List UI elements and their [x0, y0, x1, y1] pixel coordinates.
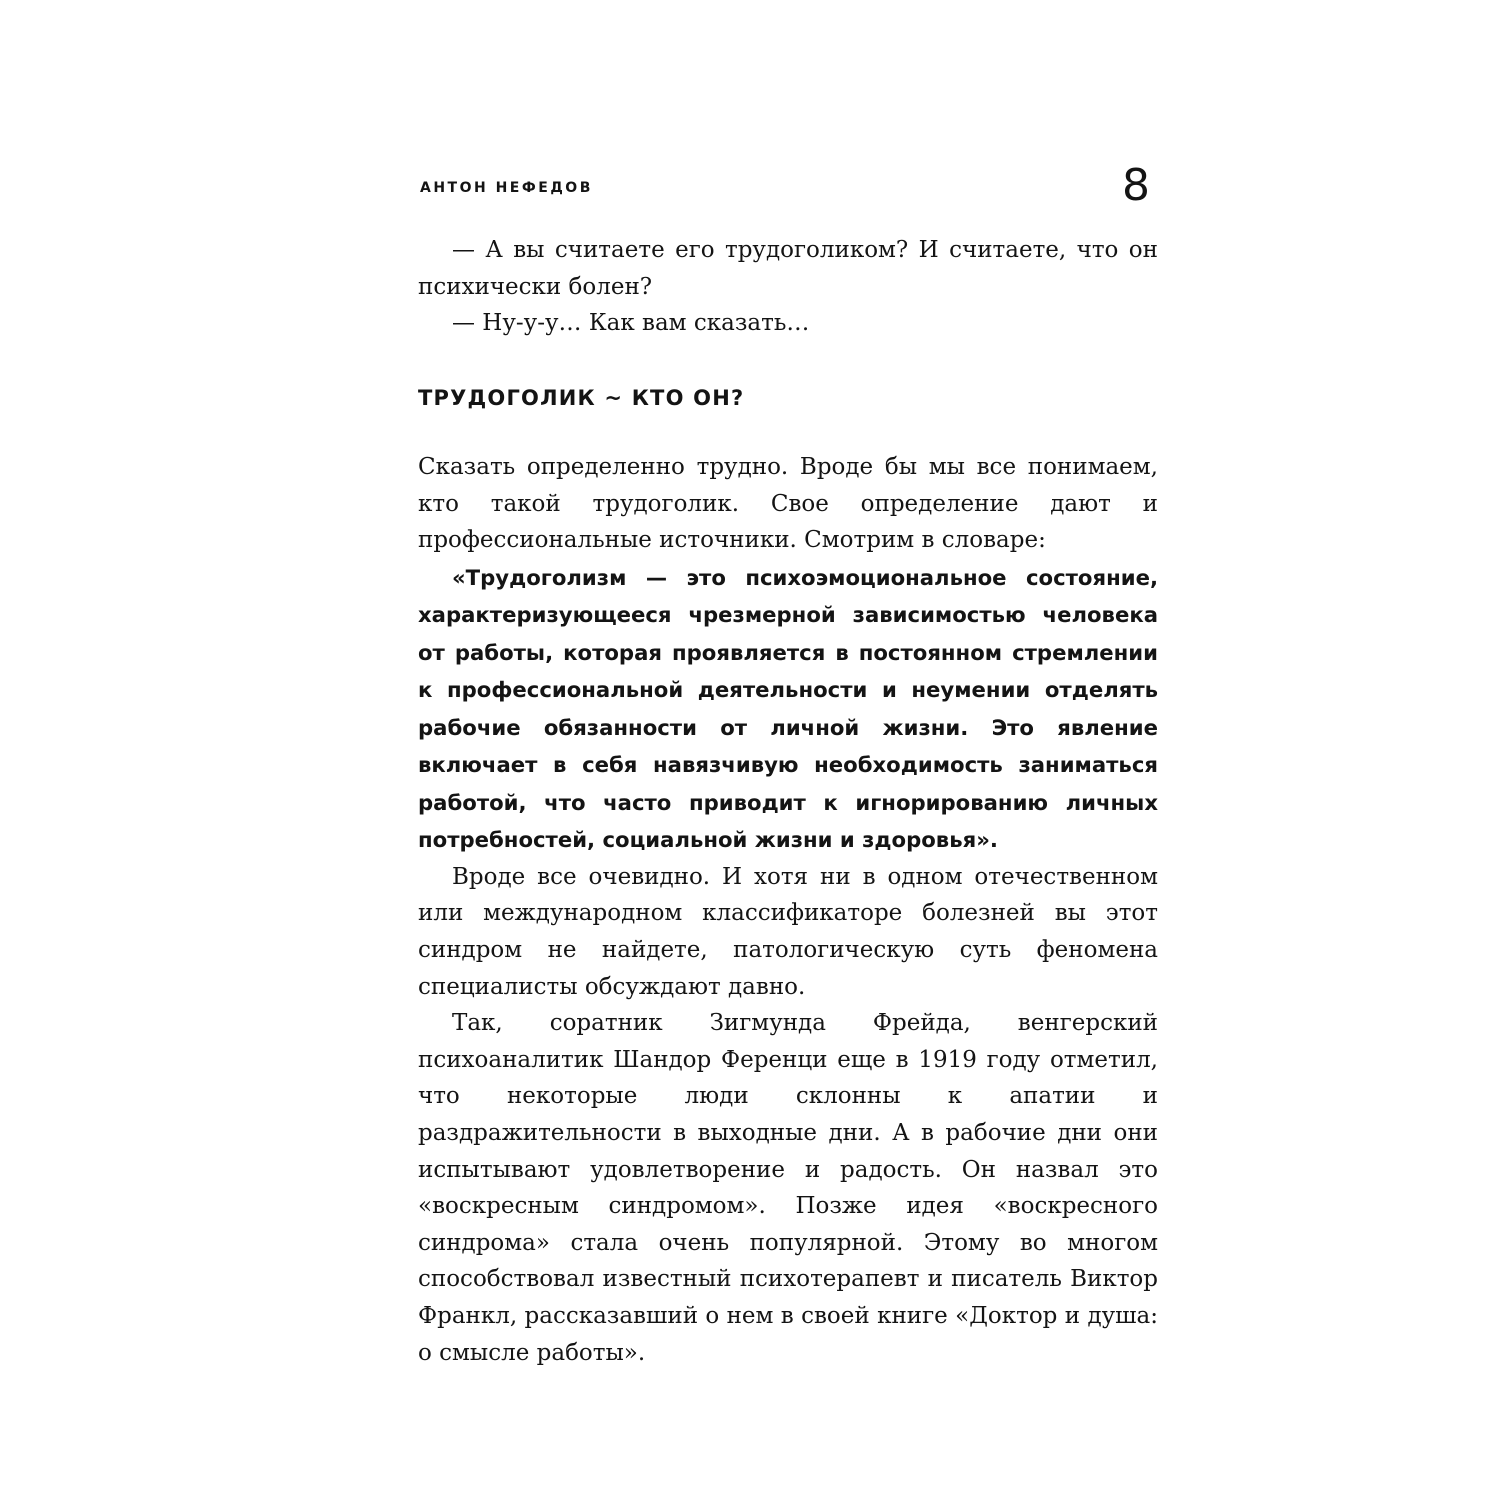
dialog-line-1: — А вы считаете его трудоголиком? И считаете, что он психически болен?: [418, 237, 1158, 300]
paragraph-4: Так, соратник Зигмунда Фрейда, венгерский психоаналитик Шандор Ференци еще в 1919 году отметил, что некоторые люди склонны к апатии и раздражительности в выходные дни. А в рабочие дни они испытывают удовлетворение и радость. Он назвал это «воскресным синдромом». Позже идея «воскресного синдрома» стала очень популярной. Этому во многом способствовал известный психотерапевт и писатель Виктор Франкл, рассказавший о нем в своей книге «Доктор и душа: о смысле работы».: [418, 1010, 1158, 1366]
dialog-line-2: — Ну-у-у… Как вам сказать…: [452, 310, 810, 337]
definition-quote: «Трудоголизм — это психоэмоциональное состояние, характеризующееся чрезмерной зависимостью человека от работы, которая проявляется в постоянном стремлении к профессиональной деятельности и неумении отделять рабочие обязанности от личной жизни. Это явление включает в себя навязчивую необходимость заниматься работой, что часто приводит к игнорированию личных потребностей, социальной жизни и здоровья».: [418, 564, 1158, 853]
author-name: АНТОН НЕФЕДОВ: [420, 180, 593, 196]
intro-paragraph: Сказать определенно трудно. Вроде бы мы все понимаем, кто такой трудоголик. Свое определение дают и профессиональные источники. Смотрим в словаре:: [418, 454, 1158, 554]
section-heading: ТРУДОГОЛИК ~ КТО ОН?: [418, 386, 745, 410]
section-body: [418, 449, 1158, 1371]
dialog-block: [418, 232, 1158, 342]
page-number: 8: [1122, 160, 1150, 211]
running-header: [418, 160, 1158, 220]
book-page: [418, 160, 1158, 1366]
paragraph-3: Вроде все очевидно. И хотя ни в одном отечественном или международном классификаторе болезней вы этот синдром не найдете, патологическую суть феномена специалисты обсуждают давно.: [418, 863, 1158, 1000]
